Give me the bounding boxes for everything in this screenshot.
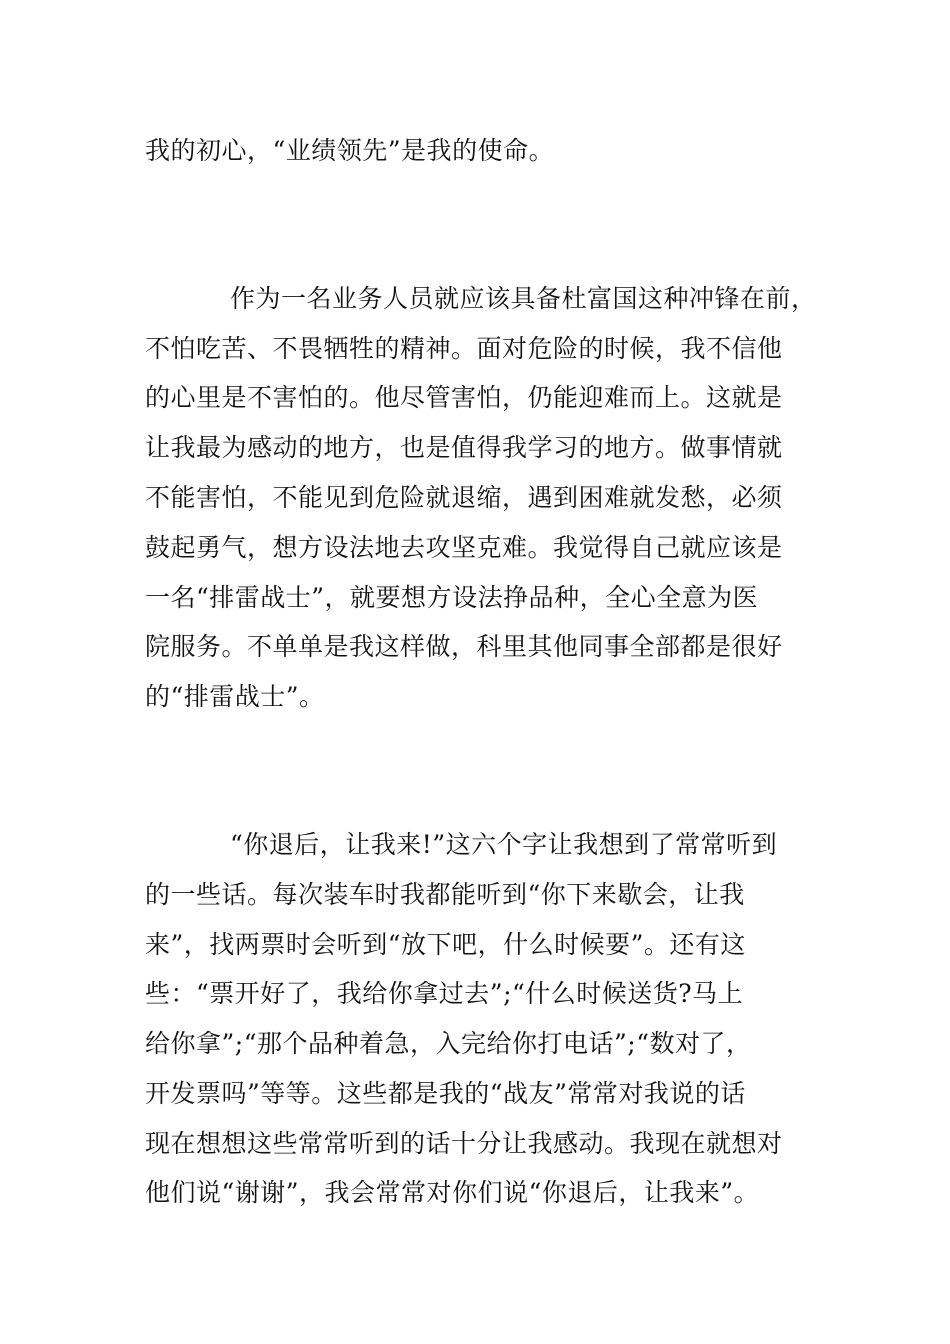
paragraph-line: 让我最为感动的地方，也是值得我学习的地方。做事情就: [145, 433, 783, 462]
paragraph-line: 作为一名业务人员就应该具备杜富国这种冲锋在前，: [230, 284, 817, 313]
paragraph-line: 给你拿”;“那个品种着急，入完给你打电话”;“数对了，: [145, 1029, 752, 1058]
paragraph-line: 不能害怕，不能见到危险就退缩，遇到困难就发愁，必须: [145, 483, 783, 512]
intro-line: 我的初心，“业绩领先”是我的使命。: [145, 136, 555, 165]
paragraph-line: 鼓起勇气，想方设法地去攻坚克难。我觉得自己就应该是: [145, 533, 783, 562]
paragraph-line: 开发票吗”等等。这些都是我的“战友”常常对我说的话: [145, 1079, 746, 1108]
paragraph-line: 的心里是不害怕的。他尽管害怕，仍能迎难而上。这就是: [145, 383, 783, 412]
paragraph-line: 些：“票开好了，我给你拿过去”;“什么时候送货?马上: [145, 979, 744, 1008]
paragraph-line: 的一些话。每次装车时我都能听到“你下来歇会，让我: [145, 880, 745, 909]
paragraph-line: 院服务。不单单是我这样做，科里其他同事全部都是很好: [145, 632, 783, 661]
paragraph-line: 现在想想这些常常听到的话十分让我感动。我现在就想对: [145, 1129, 783, 1158]
paragraph-line: 的“排雷战士”。: [145, 682, 325, 711]
paragraph-line: 一名“排雷战士”，就要想方设法挣品种，全心全意为医: [145, 583, 759, 612]
paragraph-line: 不怕吃苦、不畏牺牲的精神。面对危险的时候，我不信他: [145, 334, 783, 363]
paragraph-line: 他们说“谢谢”，我会常常对你们说“你退后，让我来”。: [145, 1178, 760, 1207]
paragraph-line: 来”，找两票时会听到“放下吧，什么时候要”。还有这: [145, 930, 746, 959]
paragraph-line: “你退后，让我来!”这六个字让我想到了常常听到: [230, 830, 778, 859]
